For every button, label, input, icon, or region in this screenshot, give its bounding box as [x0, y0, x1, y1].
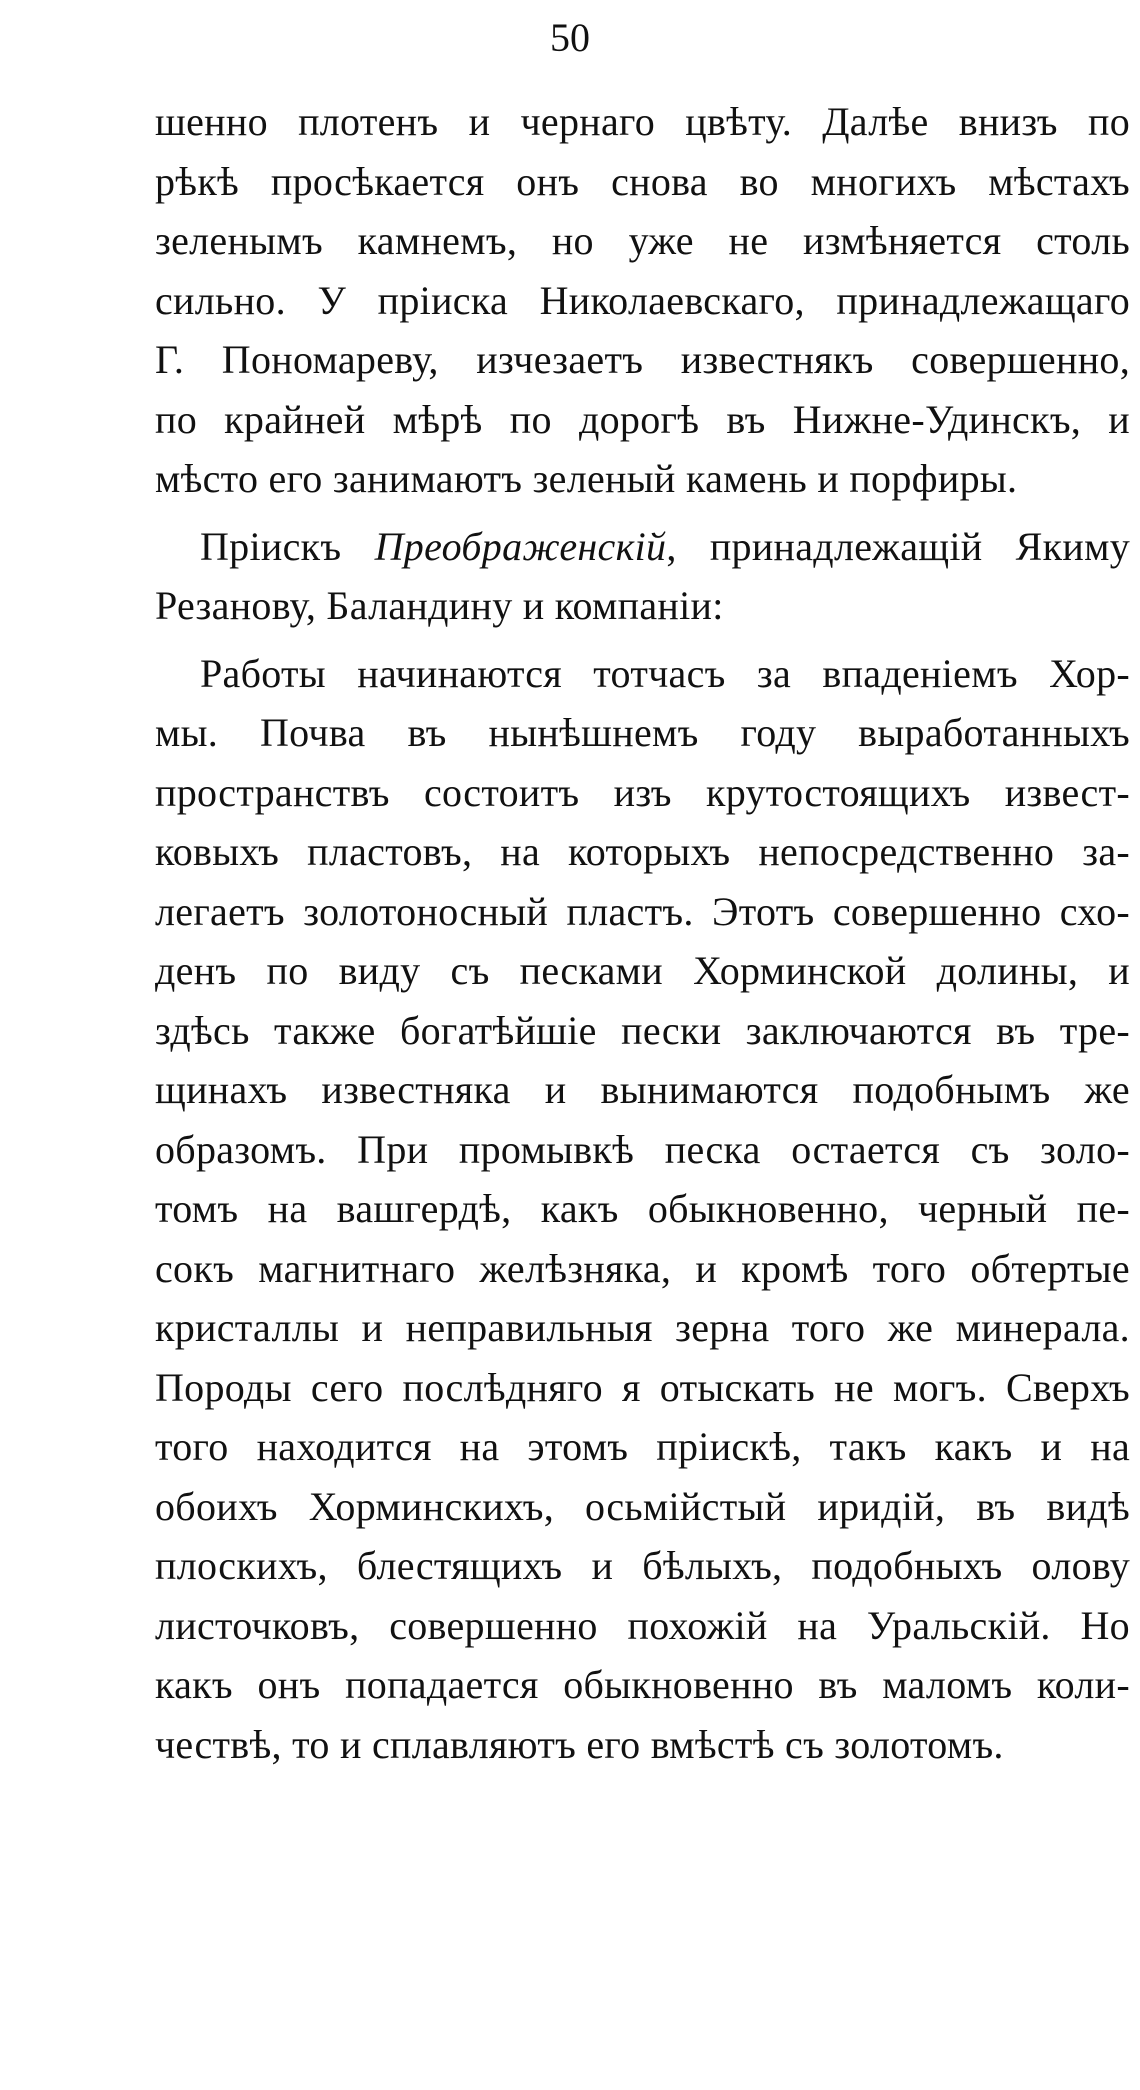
- text-line: чествѣ, то и сплавляютъ его вмѣстѣ съ золотомъ.: [155, 1721, 1004, 1767]
- text-line: денъ по виду съ песками Хорминской долины, и: [155, 948, 1130, 993]
- text-line: Породы сего послѣдняго я отыскать не могъ. Сверхъ: [155, 1364, 1130, 1410]
- text-line: рѣкѣ просѣкается онъ снова во многихъ мѣстахъ: [155, 158, 1130, 204]
- text-line: Работы начинаются тотчасъ за впаденіемъ Хор-: [200, 650, 1130, 696]
- body-text: [155, 92, 1130, 1774]
- page-number: 50: [550, 15, 590, 60]
- text-line: по крайней мѣрѣ по дорогѣ въ Нижне-Удинскъ, и: [155, 396, 1130, 442]
- text-line: какъ онъ попадается обыкновенно въ маломъ коли-: [155, 1662, 1130, 1707]
- text-line: образомъ. При промывкѣ песка остается съ золо-: [155, 1126, 1130, 1172]
- text-line: плоскихъ, блестящихъ и бѣлыхъ, подобныхъ олову: [155, 1543, 1130, 1588]
- text-line: обоихъ Хорминскихъ, осьмійстый иридій, въ видѣ: [155, 1483, 1130, 1529]
- text-line: здѣсь также богатѣйшіе пески заключаются въ тре-: [155, 1007, 1130, 1053]
- text-line: кристаллы и неправильныя зерна того же минерала.: [155, 1305, 1130, 1350]
- text-line: пространствъ состоитъ изъ крутостоящихъ извест-: [155, 769, 1130, 815]
- text-line: того находится на этомъ пріискѣ, такъ какъ и на: [155, 1424, 1130, 1469]
- text-line: мѣсто его занимаютъ зеленый камень и порфиры.: [155, 456, 1018, 501]
- text-line: мы. Почва въ нынѣшнемъ году выработанныхъ: [155, 710, 1130, 755]
- text-line: [155, 517, 1130, 577]
- text-line: ковыхъ пластовъ, на которыхъ непосредственно за-: [155, 829, 1130, 874]
- text-line: Г. Пономареву, изчезаетъ известнякъ совершенно,: [155, 337, 1130, 382]
- text-line: шенно плотенъ и чернаго цвѣту. Далѣе внизъ по: [155, 99, 1130, 144]
- text-line: томъ на вашгердѣ, какъ обыкновенно, черный пе-: [155, 1186, 1130, 1231]
- text-line: сокъ магнитнаго желѣзняка, и кромѣ того обтертые: [155, 1245, 1130, 1291]
- text-line: легаетъ золотоносный пластъ. Этотъ совершенно схо-: [155, 888, 1130, 934]
- paragraph-mine-heading: [155, 517, 1130, 636]
- paragraph-works: [155, 644, 1130, 1775]
- text-line: зеленымъ камнемъ, но уже не измѣняется столь: [155, 218, 1130, 263]
- text-line: сильно. У пріиска Николаевскаго, принадлежащаго: [155, 277, 1130, 323]
- text-fragment: Пріискъ: [200, 523, 375, 569]
- text-line: листочковъ, совершенно похожій на Уральскій. Но: [155, 1602, 1130, 1648]
- text-fragment: , принадлежащій Якиму: [666, 523, 1130, 569]
- text-line: щинахъ известняка и вынимаются подобнымъ же: [155, 1067, 1130, 1112]
- paragraph-continuation: [155, 92, 1130, 509]
- text-line: Резанову, Баландину и компаніи:: [155, 583, 724, 628]
- mine-name-italic: Преображенскій: [374, 523, 667, 569]
